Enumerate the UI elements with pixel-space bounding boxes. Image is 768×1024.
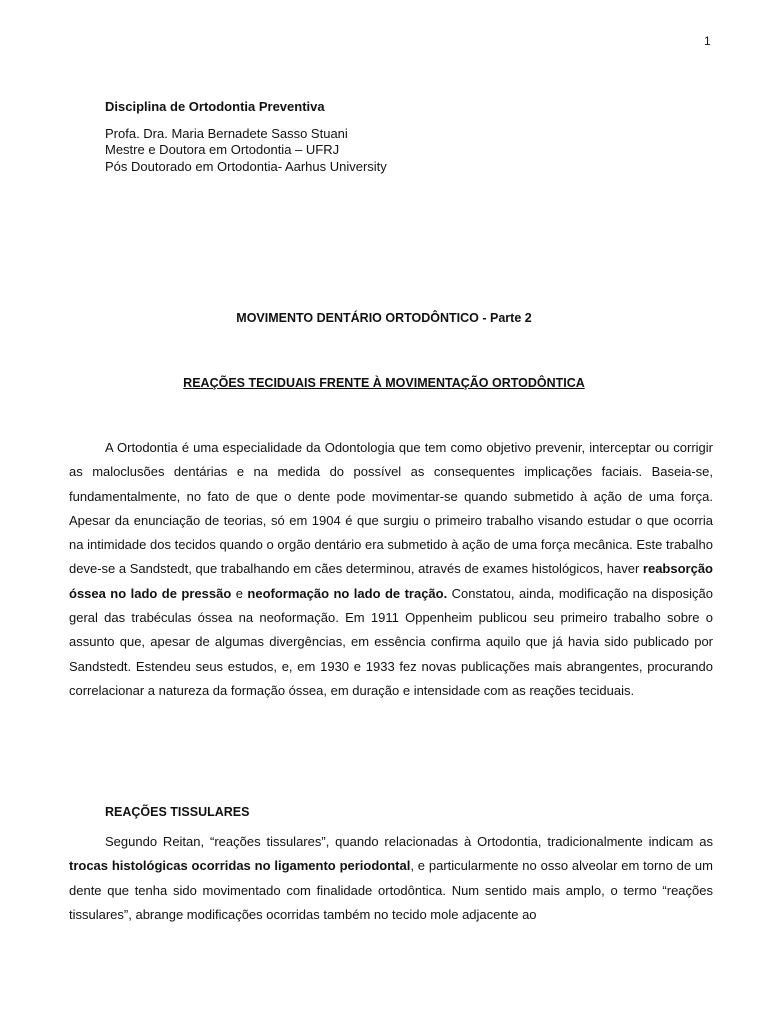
emphasis-text: reabsorção óssea no lado de pressão	[69, 561, 713, 601]
paragraph-reacoes	[69, 830, 713, 927]
paragraph-text: , e particularmente no osso alveolar em torno de um dente que tenha sido movimentado com finalidade ortodôntica. Num sentido mais amplo, o termo “reações tissulares”, abrange modificações ocorridas também no tecido mole adjacente ao	[69, 858, 713, 922]
emphasis-text: trocas histológicas ocorridas no ligamento periodontal	[69, 858, 411, 874]
document-header	[105, 99, 387, 175]
document-title: MOVIMENTO DENTÁRIO ORTODÔNTICO - Parte 2	[236, 311, 532, 325]
author-name: Profa. Dra. Maria Bernadete Sasso Stuani	[105, 125, 348, 141]
page-number: 1	[704, 34, 711, 48]
paragraph-text: Constatou, ainda, modificação na disposição geral das trabéculas óssea na neoformação. Em 1911 Oppenheim publicou seu primeiro trabalho sobre o assunto que, apesar de algumas divergências, em essência confirma aquilo que já havia sido publicado por Sandstedt. Estendeu seus estudos, e, em 1930 e 1933 fez novas publicações mais abrangentes, procurando correlacionar a natureza da formação óssea, em duração e intensidade com as reações teciduais.	[69, 585, 713, 698]
paragraph-text: A Ortodontia é uma especialidade da Odontologia que tem como objetivo prevenir, interceptar ou corrigir as maloclusões dentárias e na medida do possível as consequentes implicações faciais. Baseia-se, fundamentalmente, no fato de que o dente pode movimentar-se quando submetido à ação de uma força. Apesar da enunciação de teorias, só em 1904 é que surgiu o primeiro trabalho visando estudar o que ocorria na intimidade dos tecidos quando o orgão dentário era submetido à ação de uma força mecânica. Este trabalho deve-se a Sandstedt, que trabalhando em cães determinou, através de exames histológicos, haver	[69, 440, 713, 577]
paragraph-intro	[69, 436, 713, 703]
author-degree: Mestre e Doutora em Ortodontia – UFRJ	[105, 142, 340, 157]
paragraph-text: e	[231, 585, 248, 601]
author-postdoc: Pós Doutorado em Ortodontia- Aarhus University	[105, 158, 387, 174]
emphasis-text: neoformação no lado de tração.	[247, 585, 448, 601]
paragraph-text: Segundo Reitan, “reações tissulares”, quando relacionadas à Ortodontia, tradicionalmente indicam as	[105, 834, 713, 849]
document-subtitle: REAÇÕES TECIDUAIS FRENTE À MOVIMENTAÇÃO ORTODÔNTICA	[183, 376, 585, 390]
section-title: REAÇÕES TISSULARES	[105, 805, 250, 819]
discipline-title: Disciplina de Ortodontia Preventiva	[105, 99, 325, 114]
